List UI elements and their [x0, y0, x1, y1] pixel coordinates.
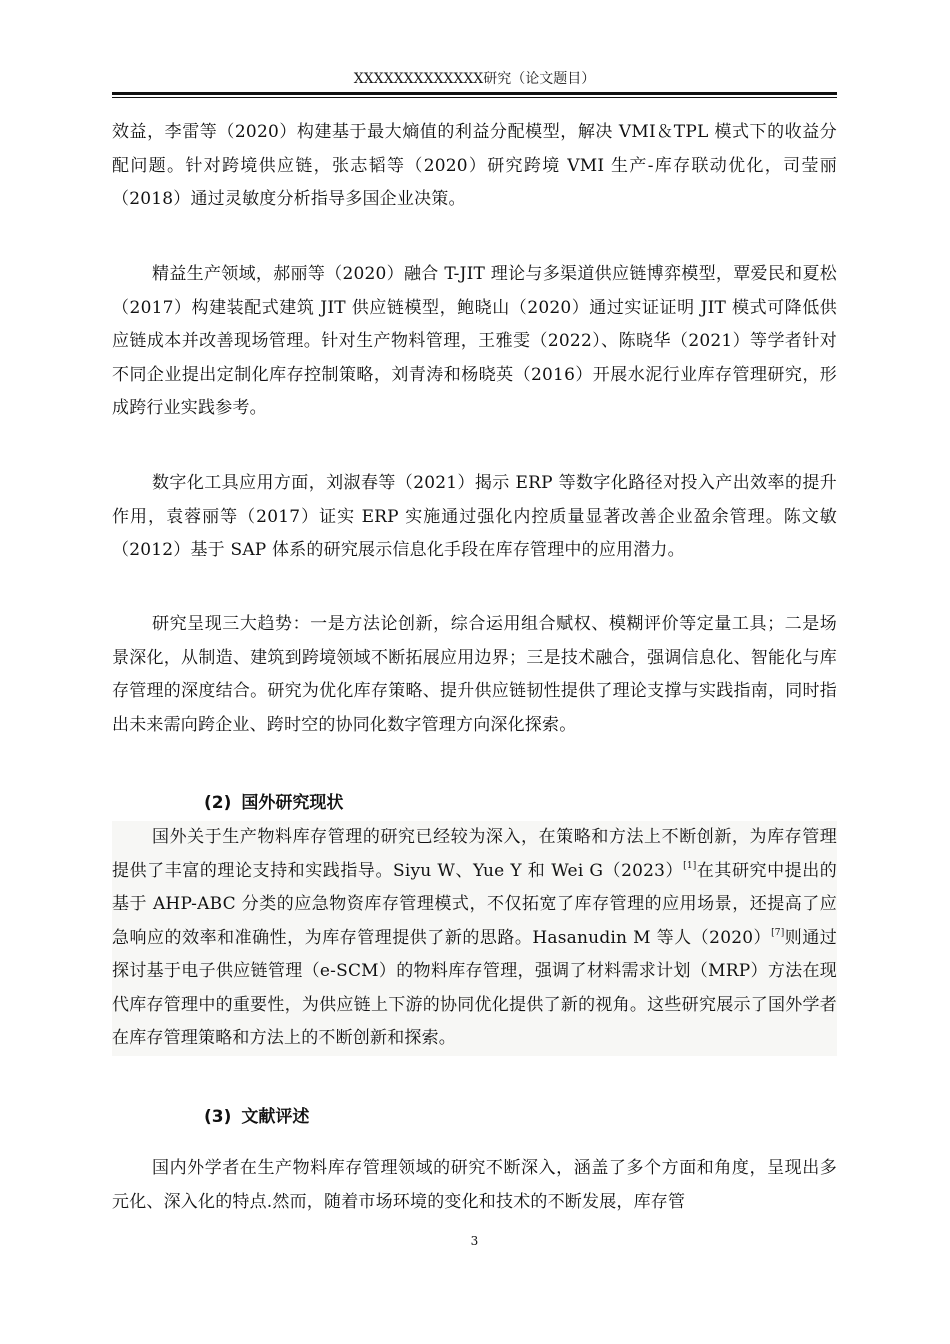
paragraph-foreign-research	[112, 821, 837, 1056]
section-heading-foreign	[204, 788, 343, 818]
foreign-text-part1: 国外关于生产物料库存管理的研究已经较为深入，在策略和方法上不断创新，为库存管理提供了丰富的理论支持和实践指导。Siyu W、Yue Y 和 Wei G（2023）	[112, 827, 837, 881]
section-heading-review	[204, 1102, 309, 1132]
paragraph-digital-tools: 数字化工具应用方面，刘淑春等（2021）揭示 ERP 等数字化路径对投入产出效率的提升作用，袁蓉丽等（2017）证实 ERP 实施通过强化内控质量显著改善企业盈余管理。陈文敏（2012）基于 SAP 体系的研究展示信息化手段在库存管理中的应用潜力。	[112, 473, 837, 560]
paragraph-trends: 研究呈现三大趋势：一是方法论创新，综合运用组合赋权、模糊评价等定量工具；二是场景深化，从制造、建筑到跨境领域不断拓展应用边界；三是技术融合，强调信息化、智能化与库存管理的深度结合。研究为优化库存策略、提升供应链韧性提供了理论支撑与实践指南，同时指出未来需向跨企业、跨时空的协同化数字管理方向深化探索。	[112, 614, 837, 735]
section-title: 文献评述	[241, 1107, 310, 1127]
header-rule-thin	[112, 97, 837, 98]
foreign-text-part2: 在其研究中提出的基于 AHP-ABC 分类的应急物资库存管理模式，不仅拓宽了库存管理的应用场景，还提高了应急响应的效率和准确性，为库存管理提供了新的思路。Hasanudin M 等人（2020）	[112, 860, 837, 948]
header-rule-thick	[112, 92, 837, 95]
running-header: XXXXXXXXXXXXX研究（论文题目）	[353, 71, 596, 87]
paragraph-continued: 效益，李雷等（2020）构建基于最大熵值的利益分配模型，解决 VMI＆TPL 模式下的收益分配问题。针对跨境供应链，张志韬等（2020）研究跨境 VMI 生产-库存联动优化，司莹丽（2018）通过灵敏度分析指导多国企业决策。	[112, 122, 837, 209]
section-number: (3)	[204, 1107, 232, 1127]
citation-7: [7]	[771, 927, 785, 938]
foreign-text-part3: 则通过探讨基于电子供应链管理（e-SCM）的物料库存管理，强调了材料需求计划（MRP）方法在现代库存管理中的重要性，为供应链上下游的协同优化提供了新的视角。这些研究展示了国外学者在库存管理策略和方法上的不断创新和探索。	[112, 927, 837, 1048]
section-number: (2)	[204, 793, 232, 813]
paragraph-literature-review: 国内外学者在生产物料库存管理领域的研究不断深入，涵盖了多个方面和角度，呈现出多元化、深入化的特点.然而，随着市场环境的变化和技术的不断发展，库存管	[112, 1158, 837, 1212]
section-title: 国外研究现状	[241, 793, 344, 813]
paragraph-lean-production: 精益生产领域，郝丽等（2020）融合 T-JIT 理论与多渠道供应链博弈模型，覃爱民和夏松（2017）构建装配式建筑 JIT 供应链模型，鲍晓山（2020）通过实证证明 JIT 模式可降低供应链成本并改善现场管理。针对生产物料管理，王雅雯（2022）、陈晓华（2021）等学者针对不同企业提出定制化库存控制策略，刘青涛和杨晓英（2016）开展水泥行业库存管理研究，形成跨行业实践参考。	[112, 264, 837, 418]
citation-1: [1]	[683, 860, 697, 871]
page-number: 3	[470, 1234, 479, 1248]
